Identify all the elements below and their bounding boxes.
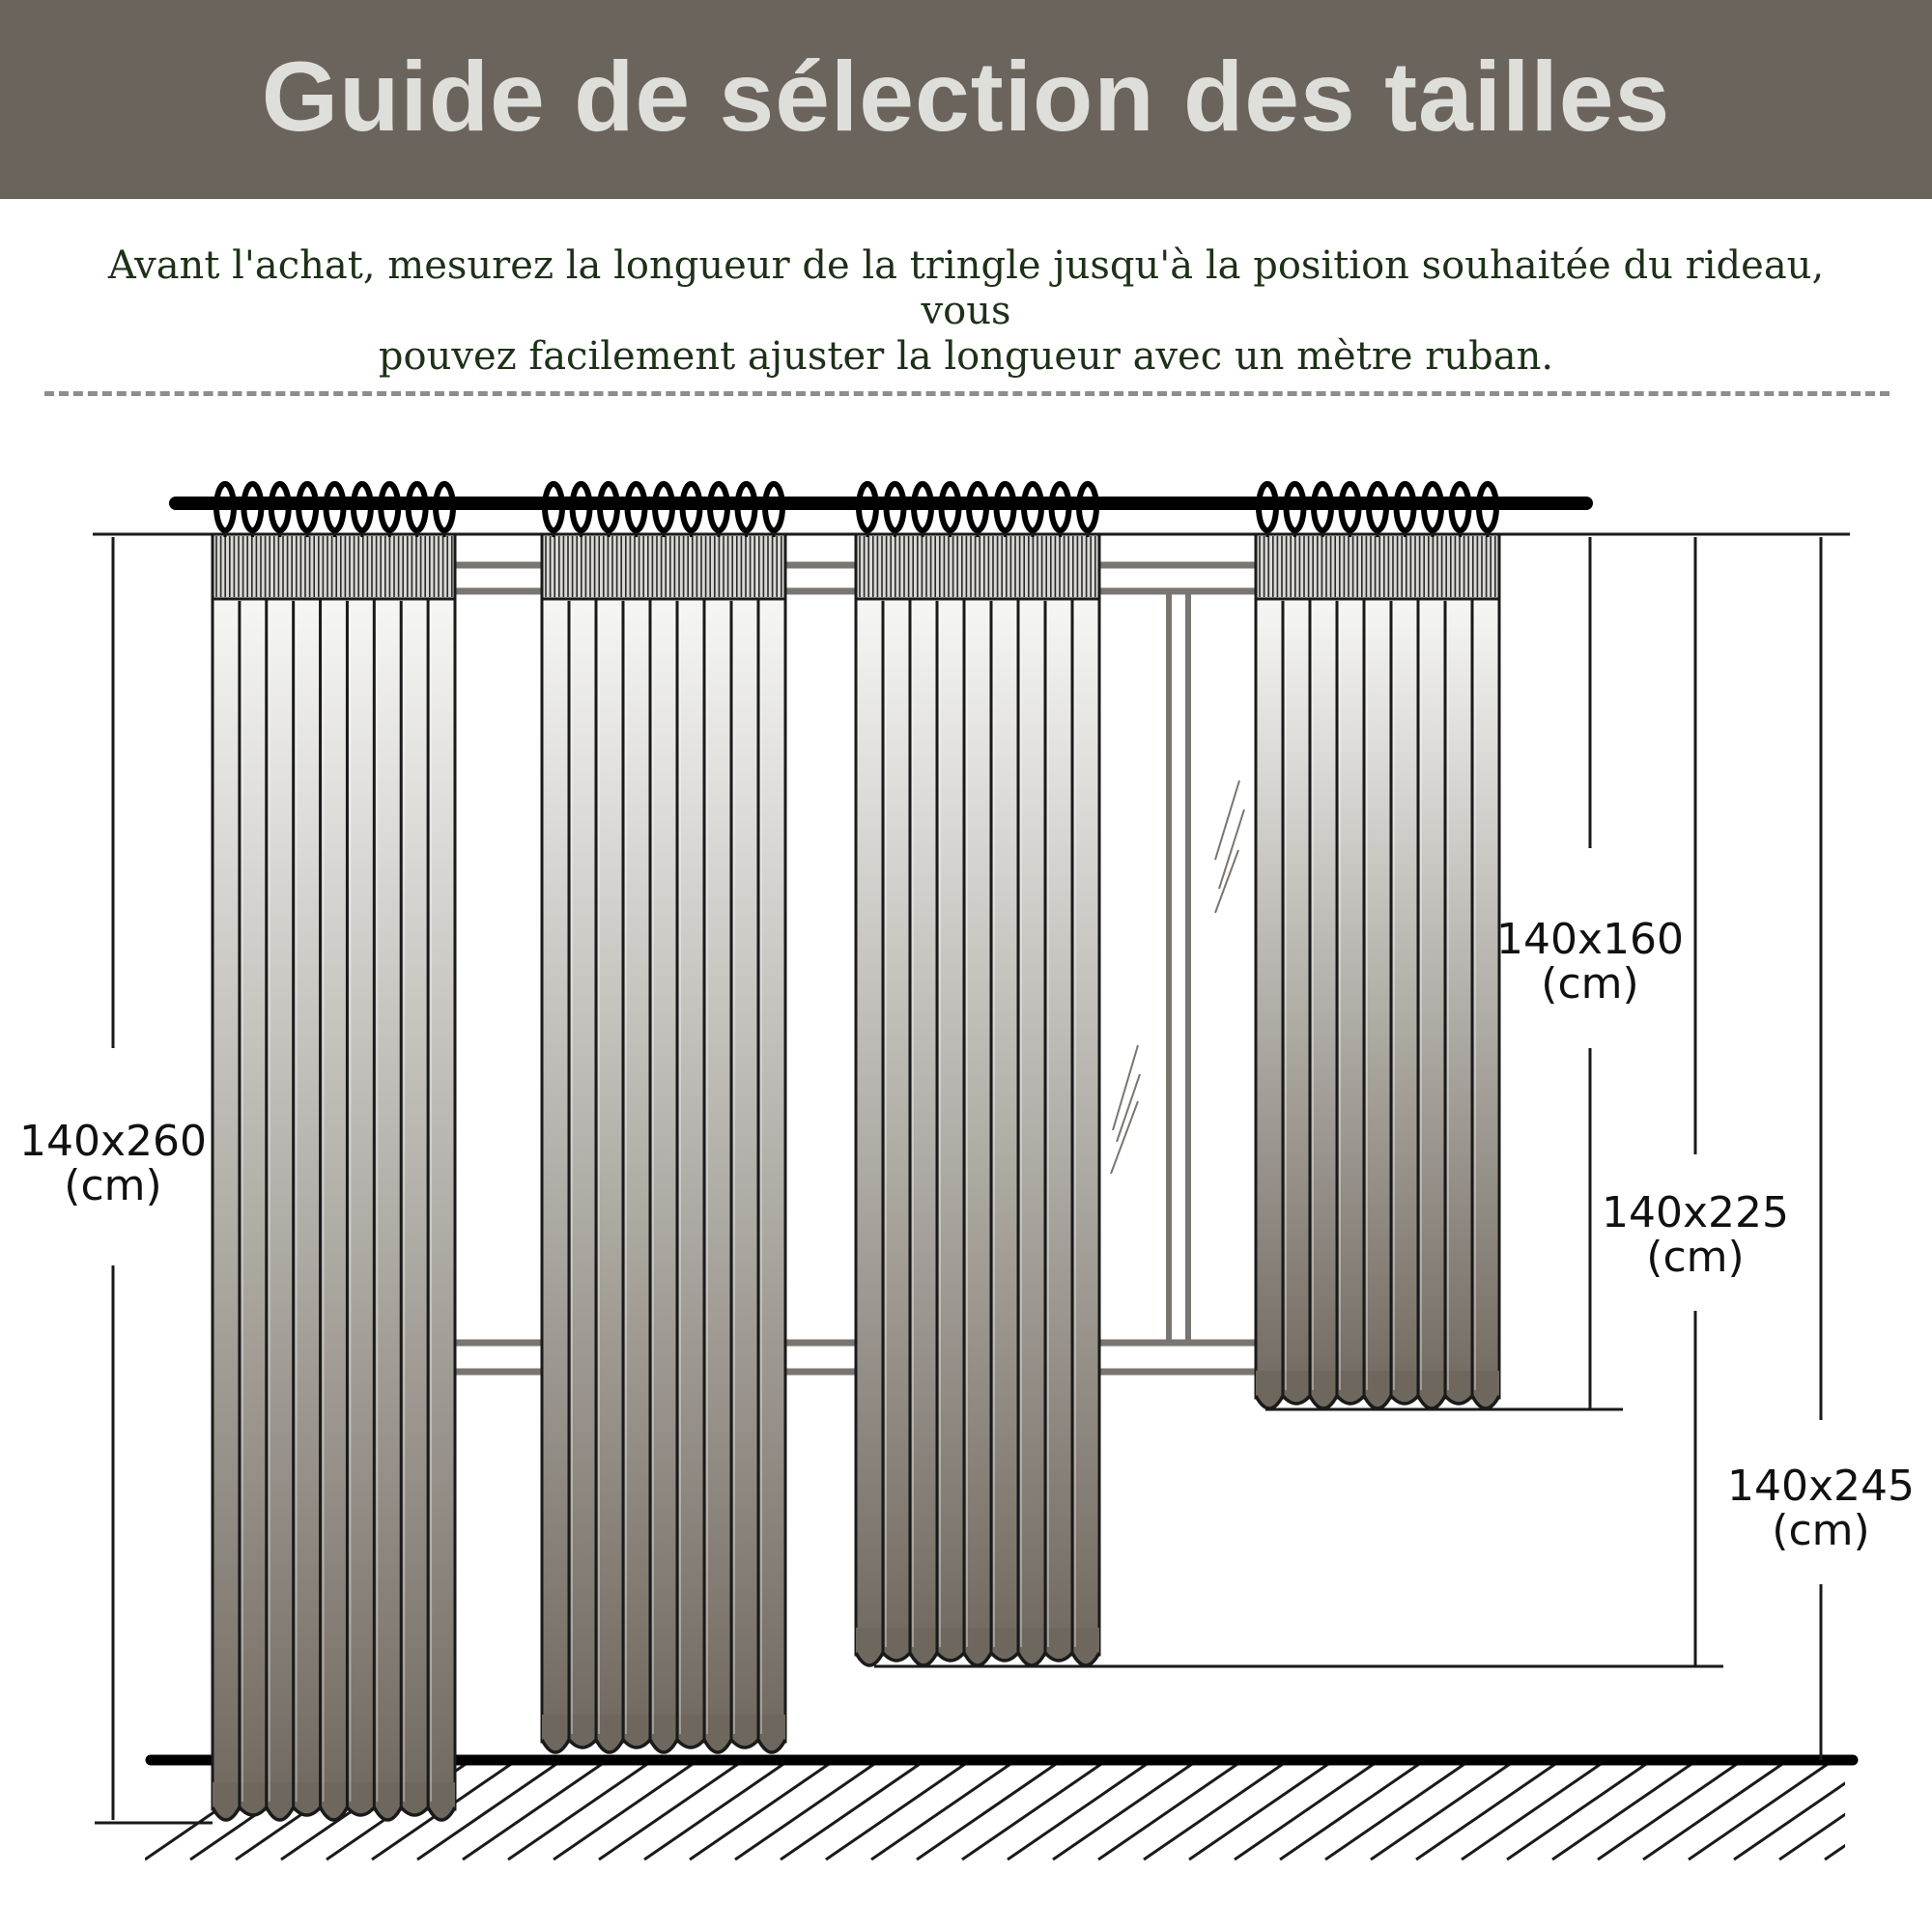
dim-text-140x160: 140x160 (1495, 915, 1685, 964)
dim-unit-140x225: (cm) (1646, 1233, 1745, 1282)
dim-label-140x260 (19, 1117, 207, 1210)
curtain-140x160 (1256, 534, 1499, 1408)
dim-text-140x260: 140x260 (18, 1117, 208, 1166)
dim-label-140x160 (1496, 915, 1684, 1009)
dim-unit-140x245: (cm) (1772, 1506, 1870, 1555)
curtain-140x225 (856, 534, 1099, 1665)
dim-unit-140x160: (cm) (1541, 959, 1639, 1009)
curtain-140x260 (213, 534, 455, 1820)
curtain-140x245 (542, 534, 785, 1752)
intro-line-1: Avant l'achat, mesurez la longueur de la tringle jusqu'à la position souhaitée du rideau, vous (107, 243, 1825, 333)
glass-reflection (1111, 781, 1244, 1174)
dim-unit-140x260: (cm) (64, 1161, 162, 1210)
grommet-rings (216, 484, 1496, 537)
dim-label-140x245 (1727, 1462, 1915, 1555)
curtain-rod (176, 484, 1586, 537)
dim-text-140x245: 140x245 (1726, 1462, 1916, 1511)
page-title: Guide de sélection des tailles (261, 42, 1671, 152)
dim-label-140x225 (1602, 1188, 1789, 1282)
intro-line-2: pouvez facilement ajuster la longueur avec un mètre ruban. (378, 334, 1554, 379)
dim-text-140x225: 140x225 (1601, 1188, 1790, 1237)
